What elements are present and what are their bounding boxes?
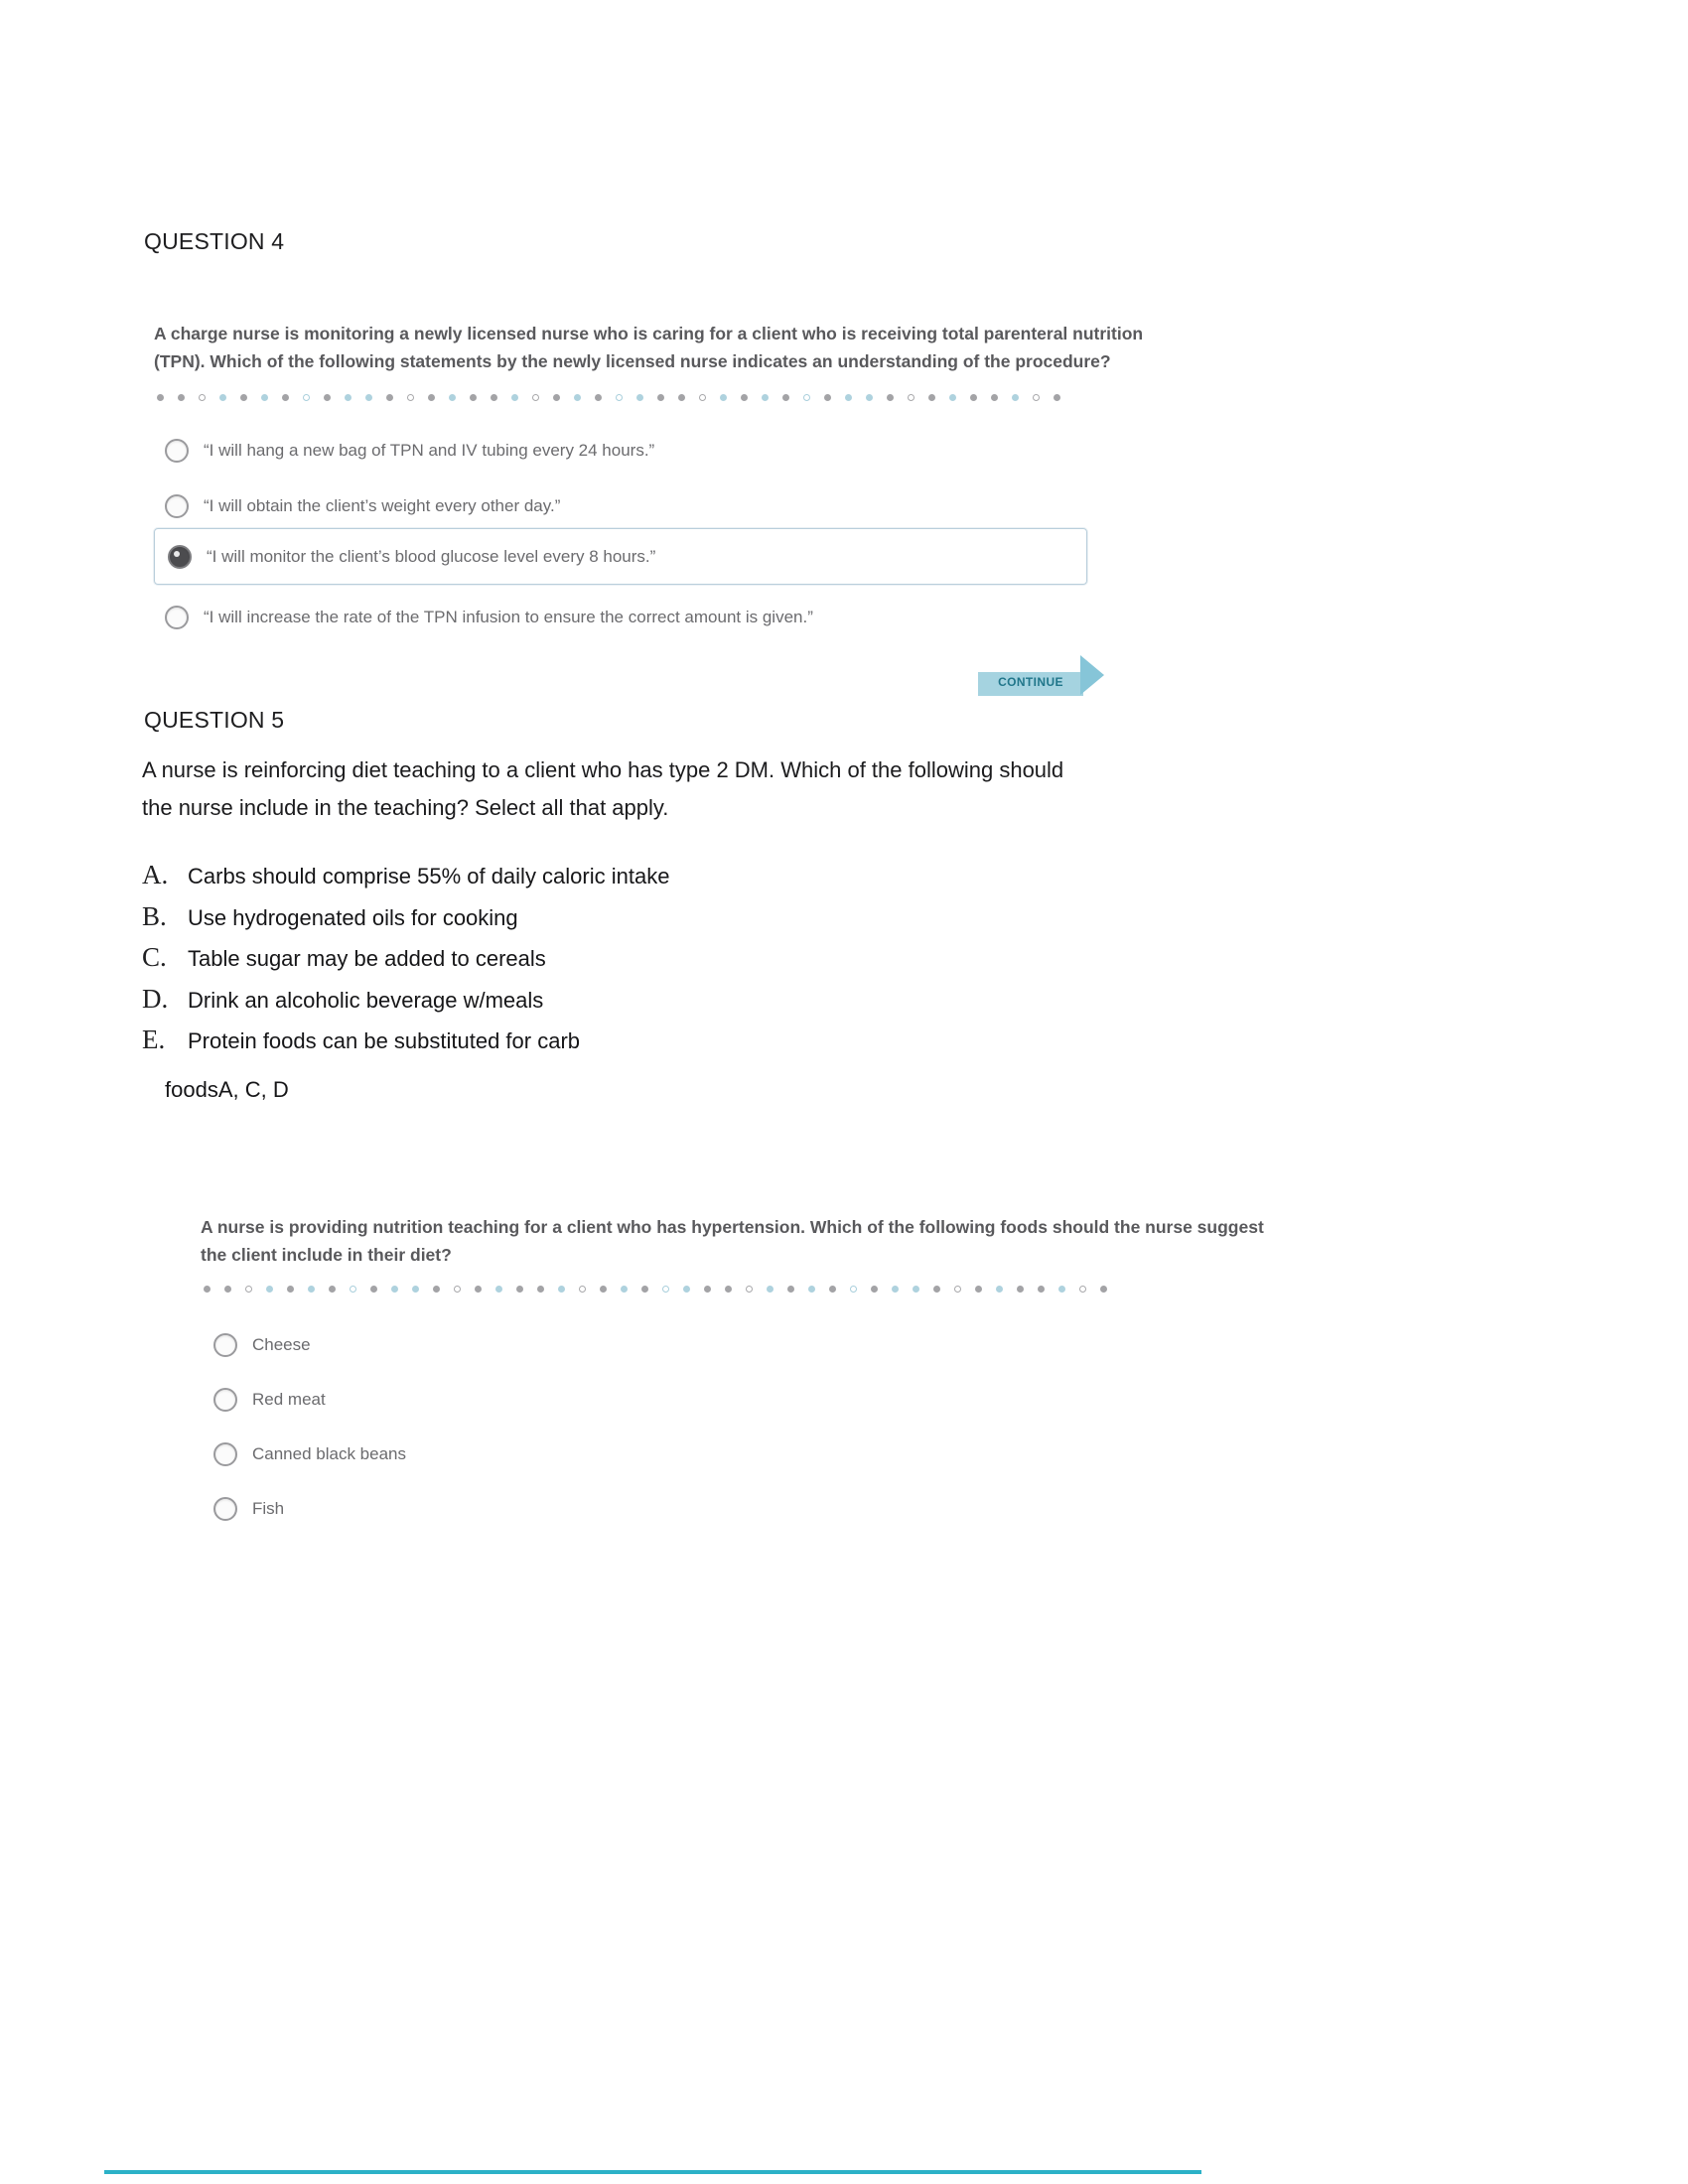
radio-button[interactable] [213, 1333, 237, 1357]
radio-button[interactable] [165, 494, 189, 518]
quiz2-progress-dots [204, 1281, 1121, 1298]
question5-prompt: A nurse is reinforcing diet teaching to a client who has type 2 DM. Which of the following should the nurse include in the teaching? Select all that apply. [142, 757, 1064, 820]
choice-letter: D. [142, 984, 169, 1014]
radio-button[interactable] [213, 1497, 237, 1521]
choice-text: Table sugar may be added to cereals [188, 946, 546, 971]
choice-letter: A. [142, 860, 169, 889]
choice-row [142, 1024, 580, 1055]
radio-button[interactable] [213, 1388, 237, 1412]
quiz1-option-row[interactable] [165, 492, 560, 520]
quiz1-question-text: A charge nurse is monitoring a newly licensed nurse who is caring for a client who is receiving total parenteral nutrition (TPN). Which of the following statements by the newly licensed nurse indicates an understanding of the procedure? [154, 324, 1144, 371]
choice-row [142, 901, 518, 932]
question5-answer-continuation: foodsA, C, D [165, 1077, 289, 1102]
choice-text: Drink an alcoholic beverage w/meals [188, 988, 544, 1013]
choice-letter: E. [142, 1024, 166, 1054]
quiz1-option-label: “I will monitor the client’s blood glucose level every 8 hours.” [207, 546, 656, 566]
quiz2-option-row[interactable] [213, 1331, 311, 1359]
radio-button[interactable] [165, 606, 189, 629]
choice-letter: B. [142, 901, 167, 931]
choice-row [142, 942, 546, 973]
quiz2-option-label: Cheese [252, 1335, 311, 1354]
choice-text: Carbs should comprise 55% of daily caloric intake [188, 864, 670, 888]
quiz2-option-label: Canned black beans [252, 1444, 407, 1463]
quiz2-option-row[interactable] [213, 1495, 284, 1523]
radio-button[interactable] [165, 439, 189, 463]
radio-button[interactable] [213, 1442, 237, 1466]
continue-arrow-icon [1080, 655, 1104, 695]
quiz1-option-label: “I will obtain the client’s weight every other day.” [204, 496, 561, 515]
quiz1-option-row[interactable] [165, 437, 654, 465]
question4-heading: QUESTION 4 [144, 228, 285, 254]
quiz2-option-row[interactable] [213, 1386, 326, 1414]
radio-button-selected[interactable] [168, 545, 192, 569]
quiz2-question-text: A nurse is providing nutrition teaching for a client who has hypertension. Which of the following foods should the nurse suggest the client include in their diet? [201, 1217, 1264, 1265]
quiz1-option-row[interactable] [165, 604, 813, 631]
quiz2-option-label: Red meat [252, 1390, 326, 1409]
quiz2-option-label: Fish [252, 1499, 285, 1518]
quiz1-option-label: “I will hang a new bag of TPN and IV tubing every 24 hours.” [204, 441, 655, 460]
quiz1-progress-dots [157, 389, 1074, 407]
continue-button[interactable]: CONTINUE [978, 672, 1083, 696]
choice-letter: C. [142, 942, 167, 972]
choice-row [142, 860, 669, 890]
choice-text: Protein foods can be substituted for carb [188, 1028, 581, 1053]
quiz1-option-label: “I will increase the rate of the TPN infusion to ensure the correct amount is given.” [204, 608, 813, 626]
quiz2-option-row[interactable] [213, 1440, 406, 1468]
quiz1-option-row[interactable] [154, 528, 1087, 585]
cut-off-option-top-border [104, 2170, 1201, 2174]
question5-heading: QUESTION 5 [144, 707, 285, 733]
choice-text: Use hydrogenated oils for cooking [188, 905, 518, 930]
choice-row [142, 984, 543, 1015]
